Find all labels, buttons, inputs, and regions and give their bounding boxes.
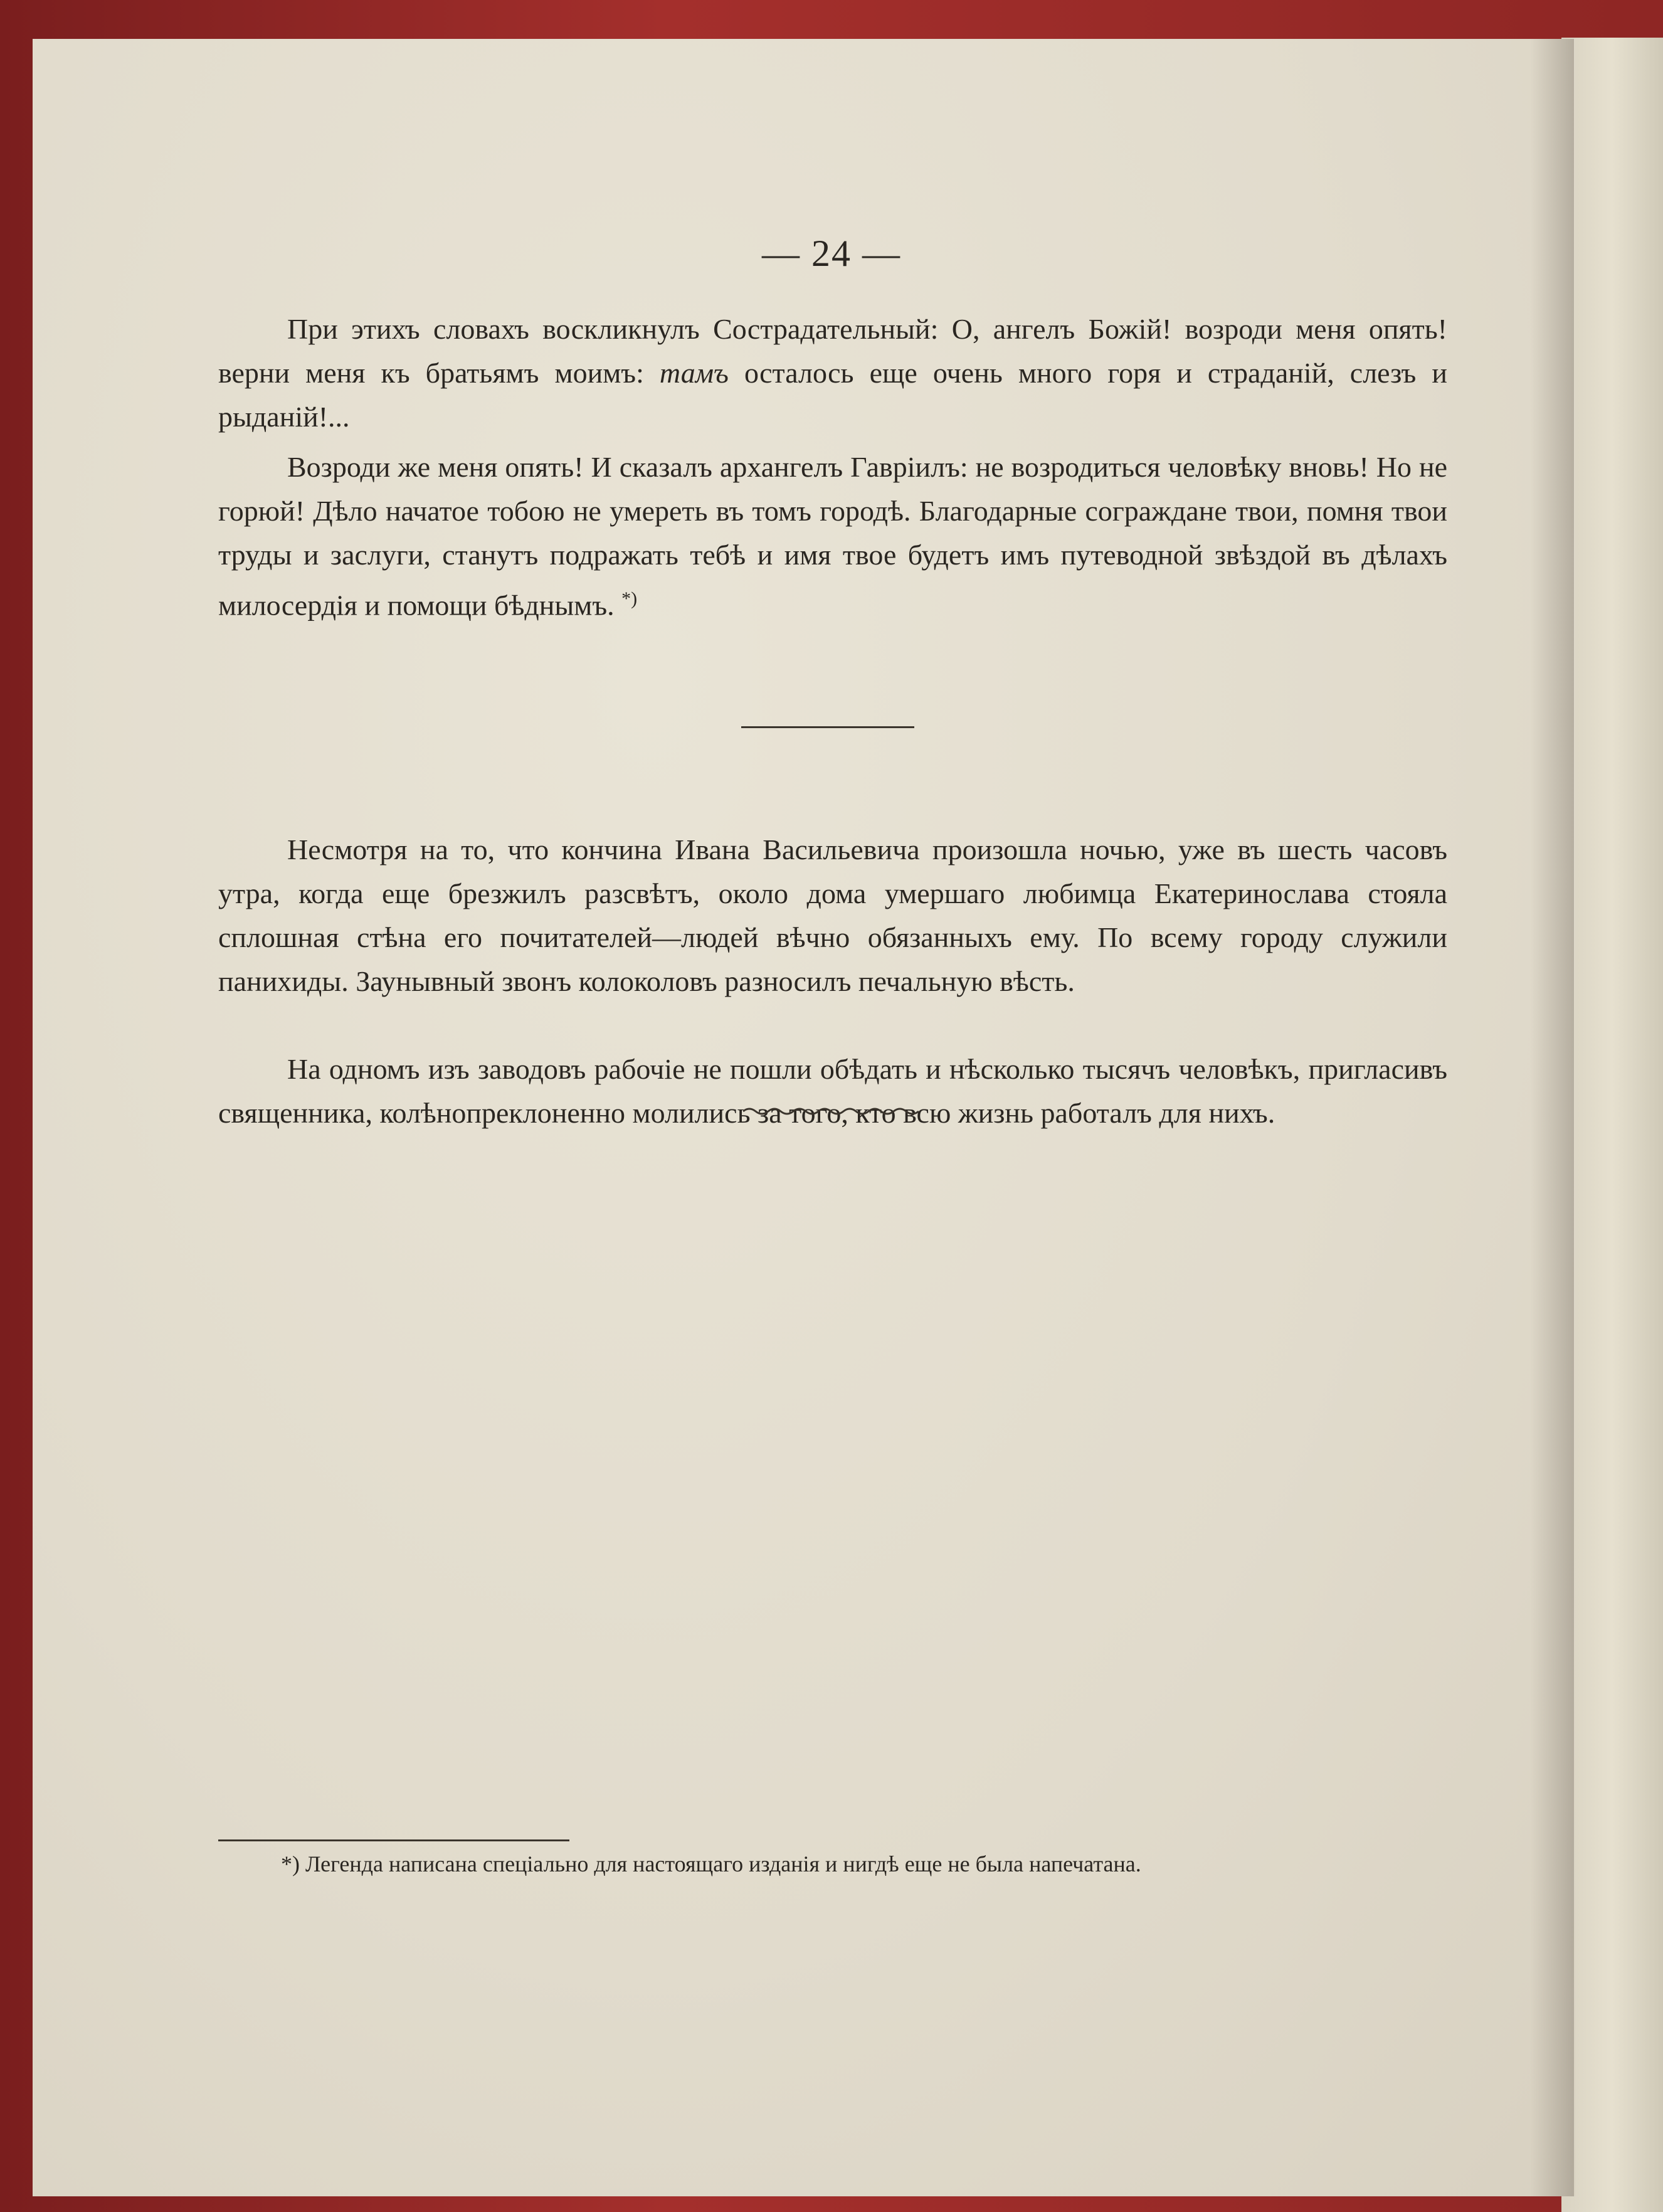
footnote [218,1849,1447,1879]
page-number: — 24 — [762,233,901,274]
footnote-rule [218,1839,569,1841]
section-divider [741,726,914,728]
paragraph-1 [218,307,1447,439]
facing-page-edge [1561,38,1663,2212]
paragraph-3 [218,828,1447,1003]
paragraph-4 [218,1047,1447,1135]
footnote-text: *) Легенда написана спеціально для настоящаго изданія и нигдѣ еще не была напечатана. [281,1851,1141,1876]
paragraph-1-text-end: осталось еще очень много горя и страданій, слезъ и рыданій!... [218,357,1447,433]
paragraph-2-text: Возроди же меня опять! И сказалъ архангелъ Гавріилъ: не возродиться человѣку вновь! Но не горюй! Дѣло начатое тобою не умереть въ томъ городѣ. Благодарные сограждане твои, помня твои труды и заслуги, станутъ подражать тебѣ и имя твое будетъ имъ путеводной звѣздой въ дѣлахъ милосердія и помощи бѣднымъ. [218,451,1447,622]
spine-shadow [1530,39,1574,2196]
end-ornament [743,1105,919,1118]
paragraph-2 [218,445,1447,627]
paragraph-1-text: При этихъ словахъ воскликнулъ Сострадательный: О, ангелъ Божій! возроди меня опять! верни меня къ братьямъ моимъ: [218,313,1447,389]
footnote-marker: *) [621,588,638,609]
paragraph-4-text: На одномъ изъ заводовъ рабочіе не пошли обѣдать и нѣсколько тысячъ человѣкъ, пригласивъ священника, колѣнопреклоненно молились за того, кто всю жизнь работалъ для нихъ. [218,1053,1447,1129]
paragraph-3-text: Несмотря на то, что кончина Ивана Васильевича произошла ночью, уже въ шесть часовъ утра, когда еще брезжилъ разсвѣтъ, около дома умершаго любимца Екатеринослава стояла сплошная стѣна его почитателей—людей вѣчно обязанныхъ ему. По всему городу служили панихиды. Заунывный звонъ колоколовъ разносилъ печальную вѣсть. [218,833,1447,997]
paragraph-1-emphasis: тамъ [659,357,729,389]
